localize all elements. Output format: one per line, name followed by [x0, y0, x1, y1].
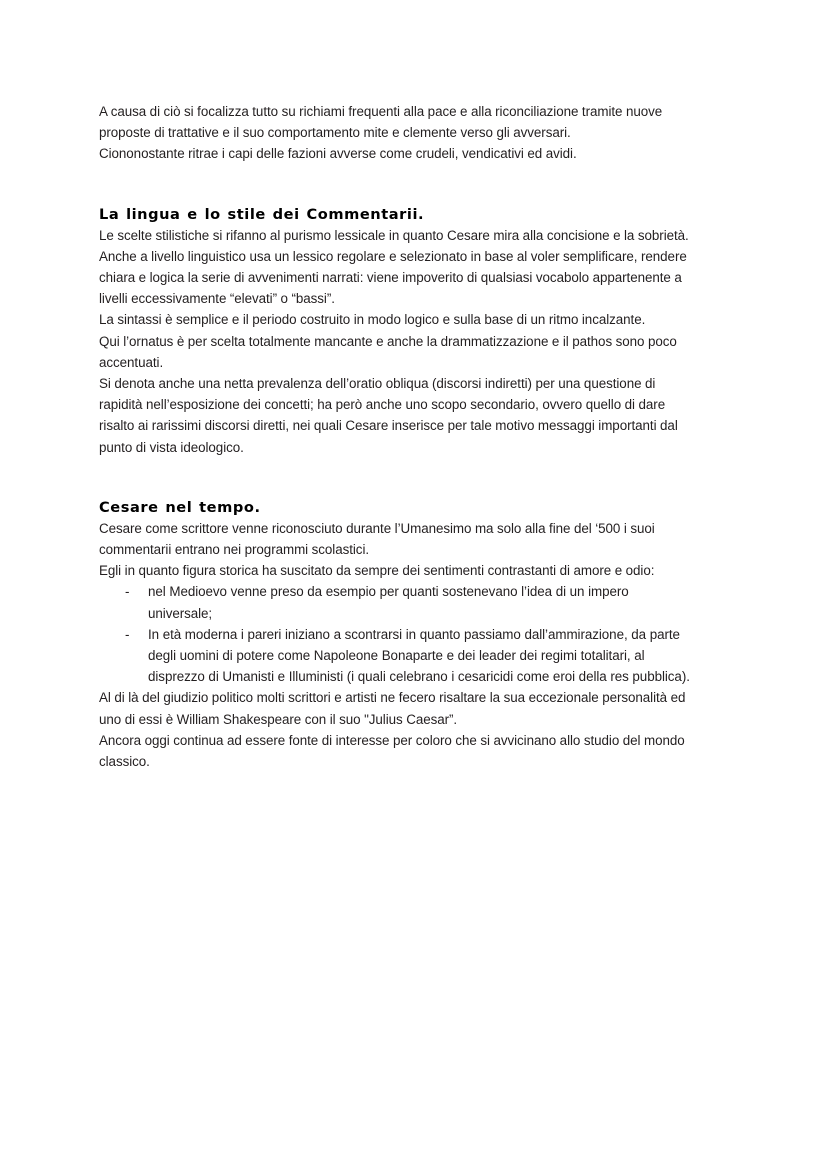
- text-line: chiara e logica la serie di avvenimenti narrati: viene impoverito di qualsiasi vocabolo appartenente a: [99, 270, 682, 286]
- text-line: Ciononostante ritrae i capi delle fazioni avverse come crudeli, vendicativi ed avidi.: [99, 146, 577, 162]
- text-line: degli uomini di potere come Napoleone Bonaparte e dei leader dei regimi totalitari, al: [148, 648, 645, 664]
- text-line: disprezzo di Umanisti e Illuministi (i quali celebrano i cesaricidi come eroi della res pubblica).: [148, 669, 690, 685]
- section-heading-time: Cesare nel tempo.: [99, 498, 261, 516]
- text-line: A causa di ciò si focalizza tutto su richiami frequenti alla pace e alla riconciliazione tramite nuove: [99, 104, 663, 119]
- text-line: Le scelte stilistiche si rifanno al purismo lessicale in quanto Cesare mira alla concisione e la sobrietà.: [99, 227, 689, 243]
- section-spacer: [99, 165, 733, 204]
- text-line: punto di vista ideologico.: [99, 439, 244, 455]
- section-heading-language: La lingua e lo stile dei Commentarii.: [99, 205, 425, 223]
- text-line: Si denota anche una netta prevalenza dell’oratio obliqua (discorsi indiretti) per una questione di: [99, 376, 656, 392]
- list-item: [99, 581, 733, 623]
- section-spacer: [99, 458, 733, 497]
- list-item: [99, 624, 733, 688]
- reception-list: [99, 581, 733, 687]
- list-bullet-marker: -: [125, 584, 130, 600]
- text-line: classico.: [99, 754, 150, 770]
- text-line: universale;: [148, 605, 213, 621]
- text-line: uno di essi è William Shakespeare con il suo "Julius Caesar”.: [99, 711, 458, 727]
- text-line: In età moderna i pareri iniziano a scontrarsi in quanto passiamo dall’ammirazione, da parte: [148, 626, 680, 642]
- section-language-paragraph: [99, 225, 733, 458]
- text-line: Egli in quanto figura storica ha suscitato da sempre dei sentimenti contrastanti di amore e odio:: [99, 563, 655, 579]
- text-line: Cesare come scrittore venne riconosciuto durante l’Umanesimo ma solo alla fine del ‘500 i suoi: [99, 520, 655, 536]
- section-time-paragraph: [99, 518, 733, 582]
- text-line: accentuati.: [99, 354, 164, 370]
- text-line: Ancora oggi continua ad essere fonte di interesse per coloro che si avvicinano allo studio del mondo: [99, 732, 685, 748]
- text-line: La sintassi è semplice e il periodo costruito in modo logico e sulla base di un ritmo incalzante.: [99, 312, 646, 328]
- text-line: commentarii entrano nei programmi scolastici.: [99, 542, 370, 558]
- text-line: livelli eccessivamente “elevati” o “bassi”.: [99, 291, 335, 307]
- text-line: rapidità nell’esposizione dei concetti; ha però anche uno scopo secondario, ovvero quello di dare: [99, 397, 666, 413]
- section-cesare-in-time: [99, 497, 733, 772]
- text-line: Anche a livello linguistico usa un lessico regolare e selezionato in base al voler semplificare, rendere: [99, 248, 687, 264]
- document-body: [99, 101, 733, 772]
- list-bullet-marker: -: [125, 626, 130, 642]
- text-line: nel Medioevo venne preso da esempio per quanti sostenevano l’idea di un impero: [148, 584, 629, 600]
- text-line: Al di là del giudizio politico molti scrittori e artisti ne fecero risaltare la sua eccezionale personalità ed: [99, 690, 686, 706]
- section-time-closing-paragraph: [99, 687, 733, 772]
- text-line: risalto ai rarissimi discorsi diretti, nei quali Cesare inserisce per tale motivo messaggi importanti dal: [99, 418, 678, 434]
- section-language-and-style: [99, 204, 733, 458]
- text-line: proposte di trattative e il suo comportamento mite e clemente verso gli avversari.: [99, 125, 571, 141]
- intro-paragraph-text: [99, 101, 733, 165]
- intro-paragraph: [99, 101, 733, 165]
- text-line: Qui l’ornatus è per scelta totalmente mancante e anche la drammatizzazione e il pathos sono poco: [99, 333, 677, 349]
